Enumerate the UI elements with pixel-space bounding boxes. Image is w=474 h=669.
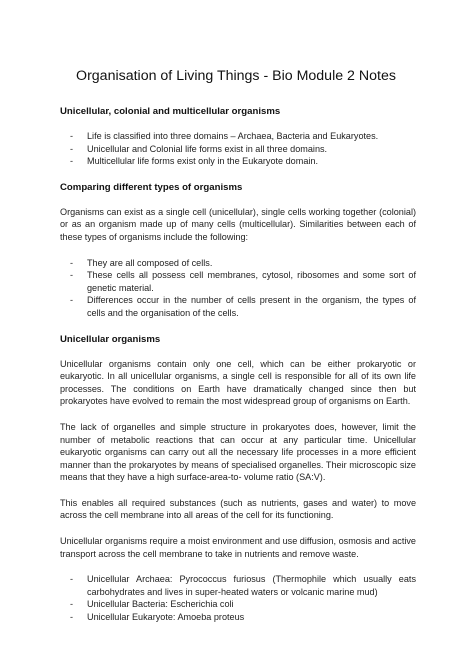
section-heading-unicellular-colonial-multicellular: Unicellular, colonial and multicellular organisms xyxy=(60,106,281,117)
bullet-marker: - xyxy=(70,156,74,167)
bullet-marker: - xyxy=(70,143,74,154)
paragraph: Unicellular organisms require a moist environment and use diffusion, osmosis and active transport across the cell membrane to take in nutrients and remove waste. xyxy=(60,536,416,559)
bullet-marker: - xyxy=(70,270,74,281)
bullet-marker: - xyxy=(70,295,74,306)
list-item: - These cells all possess cell membranes, cytosol, ribosomes and some sort of genetic material. xyxy=(70,270,416,293)
bullet-marker: - xyxy=(70,612,74,623)
bullet-marker: - xyxy=(70,257,74,268)
paragraph: This enables all required substances (such as nutrients, gases and water) to move across the cell membrane into all areas of the cell for its functioning. xyxy=(60,497,416,521)
list-item: - Multicellular life forms exist only in the Eukaryote domain. xyxy=(70,156,318,167)
list-item: - Life is classified into three domains – Archaea, Bacteria and Eukaryotes. xyxy=(70,131,379,141)
bullet-marker: - xyxy=(70,574,74,585)
paragraph: Unicellular organisms contain only one cell, which can be either prokaryotic or eukaryotic. In all unicellular organisms, a single cell is responsible for all of its own life processes. The conditions on Earth have dramatically changed since then but prokaryotes have evolved to remain the most widespread group of organisms on Earth. xyxy=(60,358,416,407)
document-title: Organisation of Living Things - Bio Module 2 Notes xyxy=(76,68,396,84)
similarities-list xyxy=(60,257,416,320)
list-item: - Unicellular Bacteria: Escherichia coli xyxy=(70,599,234,610)
paragraph: Organisms can exist as a single cell (unicellular), single cells working together (colonial) or as an organism made up of many cells (multicellular). Similarities between each of these types of organisms include the following: xyxy=(60,206,416,242)
list-item: - Unicellular and Colonial life forms exist in all three domains. xyxy=(70,143,328,154)
section-heading-unicellular-organisms: Unicellular organisms xyxy=(60,333,161,345)
section-heading-comparing-organisms: Comparing different types of organisms xyxy=(60,181,243,193)
list-item: - Differences occur in the number of cells present in the organism, the types of cells and the organisation of the cells. xyxy=(70,295,416,318)
domains-list xyxy=(60,130,416,168)
list-item: - They are all composed of cells. xyxy=(70,257,213,268)
list-item: - Unicellular Archaea: Pyrococcus furiosus (Thermophile which usually eats carbohydrates and lives in super-heated waters or volcanic marine mud) xyxy=(70,574,416,597)
paragraph: The lack of organelles and simple structure in prokaryotes does, however, limit the number of metabolic reactions that can occur at any particular time. Unicellular eukaryotic organisms can carry out all the necessary life processes in a more efficient manner than the prokaryotes by means of specialised organelles. Their microscopic size means that they have a high surface-area-to- volume ratio (SA:V). xyxy=(60,421,416,483)
examples-list xyxy=(60,573,416,623)
bullet-marker: - xyxy=(70,599,74,610)
list-item: - Unicellular Eukaryote: Amoeba proteus xyxy=(70,612,245,623)
bullet-marker: - xyxy=(70,131,74,141)
